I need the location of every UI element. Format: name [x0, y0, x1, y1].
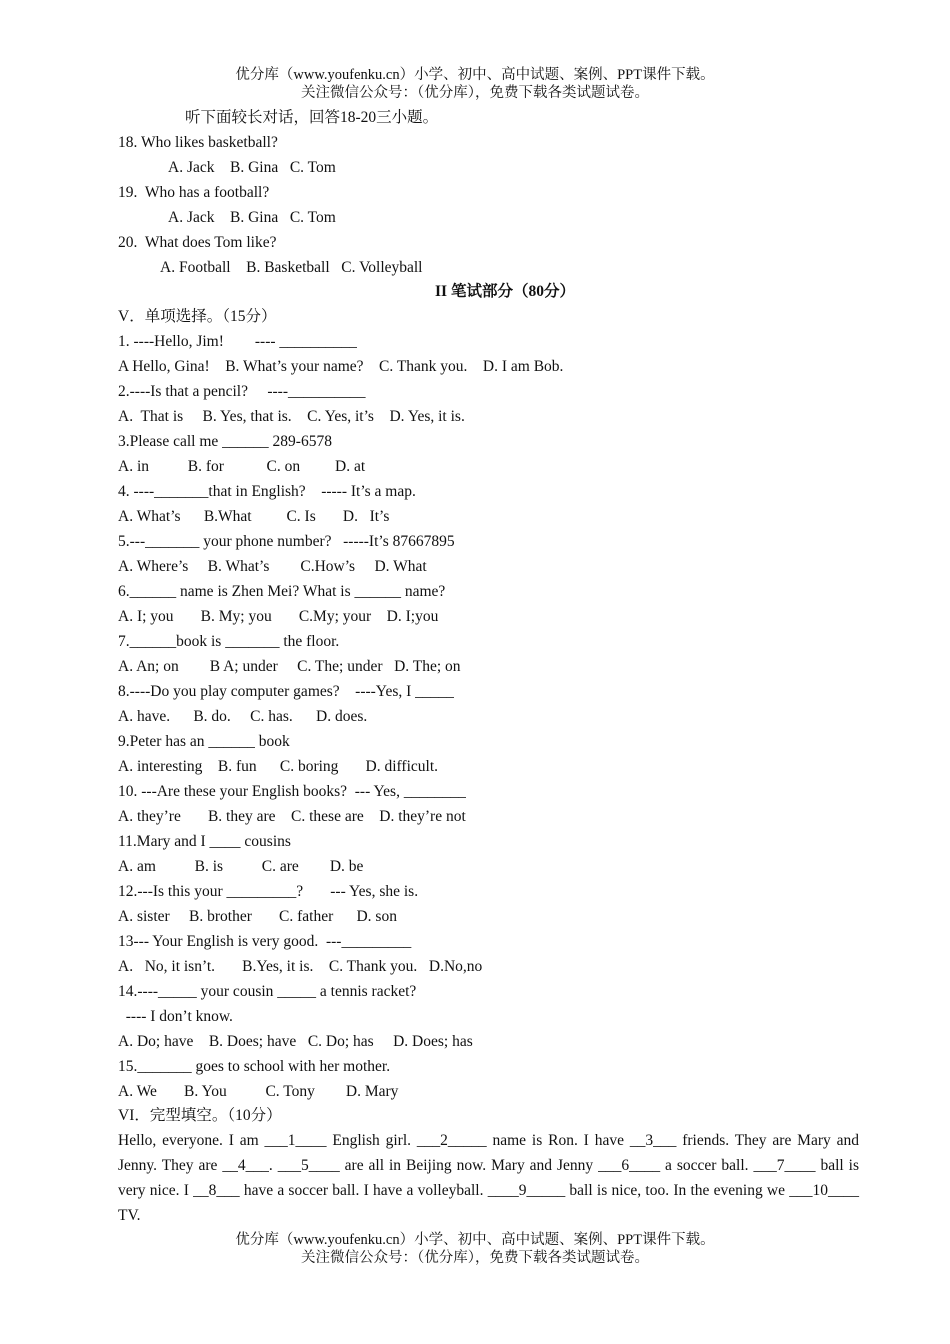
question-19-options: A. Jack B. Gina C. Tom — [168, 209, 336, 226]
question-18-options: A. Jack B. Gina C. Tom — [168, 159, 336, 176]
mc-line: A. have. B. do. C. has. D. does. — [118, 708, 368, 725]
mc-line: 14.----_____ your cousin _____ a tennis racket? — [118, 983, 417, 1000]
question-20: 20. What does Tom like? — [118, 234, 277, 251]
mc-line: 9.Peter has an ______ book — [118, 733, 290, 750]
mc-line: 10. ---Are these your English books? --- Yes, ________ — [118, 783, 466, 800]
mc-line: 3.Please call me ______ 289-6578 — [118, 433, 332, 450]
mc-line: A. That is B. Yes, that is. C. Yes, it’s D. Yes, it is. — [118, 408, 465, 425]
mc-line: A Hello, Gina! B. What’s your name? C. Thank you. D. I am Bob. — [118, 358, 564, 375]
mc-line: A. An; on B A; under C. The; under D. The; on — [118, 658, 461, 675]
mc-line: A. am B. is C. are D. be — [118, 858, 364, 875]
footer-line-2: 关注微信公众号：（优分库），免费下载各类试题试卷。 — [301, 1250, 649, 1266]
mc-line: A. Do; have B. Does; have C. Do; has D. Does; has — [118, 1033, 473, 1050]
mc-line: A. interesting B. fun C. boring D. difficult. — [118, 758, 439, 775]
mc-line: 6.______ name is Zhen Mei? What is ______ name? — [118, 583, 446, 600]
mc-line: 2.----Is that a pencil? ----__________ — [118, 383, 366, 400]
mc-line: 1. ----Hello, Jim! ---- __________ — [118, 333, 357, 350]
section-5-heading: V．单项选择。（15分） — [118, 308, 277, 325]
mc-line: A. No, it isn’t. B.Yes, it is. C. Thank you. D.No,no — [118, 958, 483, 975]
question-20-options: A. Football B. Basketball C. Volleyball — [160, 259, 423, 276]
cloze-passage: Hello, everyone. I am ___1____ English girl. ___2_____ name is Ron. I have __3___ friends. They are Mary and Jenny. They are __4___. ___5____ are all in Beijing now. Mary and Jenny ___6____ a soccer ball. ___7____ ball is very nice. I __8___ have a soccer ball. I have a volleyball. ____9_____ ball is nice, too. In the evening we ___10____ TV. — [118, 1132, 859, 1224]
mc-line: A. What’s B.What C. Is D. It’s — [118, 508, 390, 525]
mc-line: 7.______book is _______ the floor. — [118, 633, 340, 650]
mc-line: 13--- Your English is very good. ---_________ — [118, 933, 412, 950]
mc-line: 8.----Do you play computer games? ----Yes, I _____ — [118, 683, 454, 700]
mc-line: A. sister B. brother C. father D. son — [118, 908, 397, 925]
mc-line: A. We B. You C. Tony D. Mary — [118, 1083, 399, 1100]
mc-line: 11.Mary and I ____ cousins — [118, 833, 291, 850]
mc-line: A. I; you B. My; you C.My; your D. I;you — [118, 608, 439, 625]
header-line-1: 优分库（www.youfenku.cn）小学、初中、高中试题、案例、PPT课件下载。 — [235, 67, 715, 83]
written-section-title: II 笔试部分（80分） — [435, 283, 575, 300]
mc-line: 15._______ goes to school with her mother. — [118, 1058, 391, 1075]
header-line-2: 关注微信公众号：（优分库），免费下载各类试题试卷。 — [301, 85, 649, 101]
question-18: 18. Who likes basketball? — [118, 134, 278, 151]
footer-line-1: 优分库（www.youfenku.cn）小学、初中、高中试题、案例、PPT课件下载。 — [235, 1232, 715, 1248]
mc-line: 12.---Is this your _________? --- Yes, she is. — [118, 883, 419, 900]
mc-line: A. they’re B. they are C. these are D. they’re not — [118, 808, 466, 825]
mc-line: 4. ----_______that in English? ----- It’s a map. — [118, 483, 416, 500]
mc-line: A. Where’s B. What’s C.How’s D. What — [118, 558, 427, 575]
mc-line: ---- I don’t know. — [118, 1008, 233, 1025]
mc-line: 5.---_______ your phone number? -----It’s 87667895 — [118, 533, 455, 550]
mc-line: A. in B. for C. on D. at — [118, 458, 366, 475]
listening-intro: 听下面较长对话，回答18-20三小题。 — [185, 109, 439, 126]
section-6-heading: VI．完型填空。（10分） — [118, 1107, 282, 1124]
question-19: 19. Who has a football? — [118, 184, 270, 201]
